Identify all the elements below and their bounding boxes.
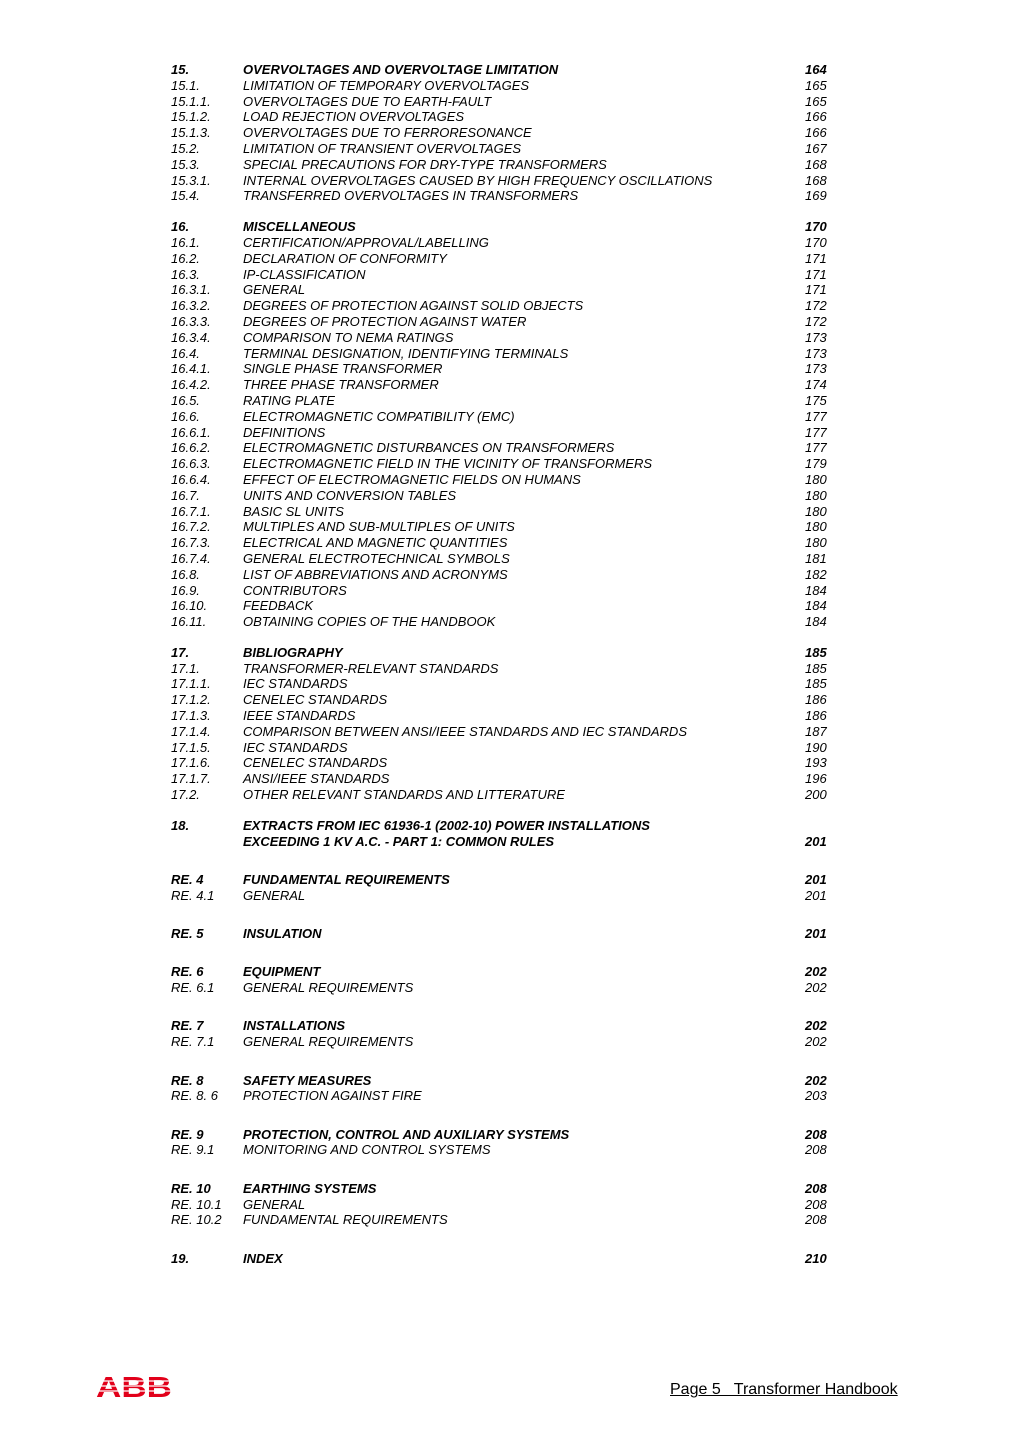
toc-section-heading [171,1073,841,1089]
section-spacer [171,942,841,965]
toc-entry [171,282,841,298]
toc-entry-title: EQUIPMENT [243,964,321,980]
toc-entry [171,125,841,141]
toc-section-heading [171,1181,841,1197]
toc-entry-page: 202 [805,1072,827,1088]
toc-section-heading [171,818,841,850]
toc-entry-title-line: EXCEEDING 1 KV A.C. - PART 1: COMMON RULES [243,833,555,849]
toc-entry-page: 186 [805,708,827,724]
section-spacer [171,630,841,645]
toc-entry-number: 15. [171,62,190,77]
toc-entry [171,361,841,377]
toc-entry-page: 185 [805,676,827,692]
toc-entry [171,980,841,996]
toc-entry [171,314,841,330]
toc-entry-page: 175 [805,392,827,408]
toc-entry [171,551,841,567]
toc-entry-page: 202 [805,1034,827,1050]
toc-entry-number: 15.3.1. [171,172,211,188]
toc-entry-title: OBTAINING COPIES OF THE HANDBOOK [243,614,496,630]
toc-entry-number: 17.1. [171,660,200,676]
toc-entry-page: 190 [805,739,827,755]
toc-entry-page: 164 [805,62,827,77]
toc-entry-number: RE. 4 [171,871,204,887]
toc-entry-page: 173 [805,345,827,361]
toc-entry-page: 170 [805,234,827,250]
toc-entry [171,346,841,362]
toc-entry-title: GENERAL REQUIREMENTS [243,980,414,996]
toc-entry-page: 186 [805,692,827,708]
toc-entry-page: 184 [805,582,827,598]
toc-entry-number: RE. 4.1 [171,887,215,903]
toc-entry-page: 173 [805,361,827,377]
toc-entry [171,488,841,504]
toc-entry-page: 193 [805,755,827,771]
toc-entry-title: TRANSFORMER-RELEVANT STANDARDS [243,660,499,676]
toc-entry [171,188,841,204]
toc-entry-title: IP-CLASSIFICATION [243,266,366,282]
toc-entry-title: INTERNAL OVERVOLTAGES CAUSED BY HIGH FREQUENCY OSCILLATIONS [243,172,713,188]
toc-entry-page: 174 [805,377,827,393]
toc-entry-title: OVERVOLTAGES AND OVERVOLTAGE LIMITATION [243,62,559,77]
toc-entry-number: 16.4. [171,345,200,361]
toc-entry [171,504,841,520]
toc-entry-page: 185 [805,644,827,660]
toc-entry-title: OVERVOLTAGES DUE TO EARTH-FAULT [243,93,492,109]
toc-entry-page: 196 [805,771,827,787]
toc-entry-number: 15.4. [171,188,200,204]
toc-entry-title: MULTIPLES AND SUB-MULTIPLES OF UNITS [243,519,515,535]
toc-entry-number: 16.7.4. [171,550,211,566]
toc-entry-number: 16.3. [171,266,200,282]
toc-entry-number: 15.1.3. [171,125,211,141]
toc-entry [171,1212,841,1228]
toc-entry-number: RE. 7 [171,1018,204,1034]
toc-entry-title: FUNDAMENTAL REQUIREMENTS [243,1212,448,1228]
toc-entry-number: 17.1.5. [171,739,211,755]
toc-entry-number: 15.2. [171,140,200,156]
toc-entry-title: GENERAL [243,282,306,298]
toc-entry-number: 16.10. [171,598,208,614]
toc-entry [171,755,841,771]
toc-entry-page: 208 [805,1180,827,1196]
toc-entry-number: 16.7. [171,487,200,503]
toc-entry-number: RE. 6.1 [171,980,215,996]
toc-entry-number: 16.2. [171,250,200,266]
toc-entry-number: 16.7.1. [171,503,211,519]
toc-entry-title: MISCELLANEOUS [243,219,356,235]
toc-section-heading [171,219,841,235]
toc-entry-number: RE. 10.1 [171,1196,222,1212]
toc-entry-page: 172 [805,313,827,329]
toc-entry-title: PROTECTION, CONTROL AND AUXILIARY SYSTEMS [243,1126,570,1142]
toc-section-heading [171,1127,841,1143]
section-spacer [171,204,841,219]
toc-entry-number: 16.11. [171,614,207,630]
toc-entry-title: CENELEC STANDARDS [243,692,388,708]
toc-entry-title: UNITS AND CONVERSION TABLES [243,487,457,503]
toc-entry-number: 15.3. [171,156,200,172]
toc-entry-number: 16.3.1. [171,282,211,298]
toc-entry-number: RE. 10 [171,1180,211,1196]
toc-entry-title: LOAD REJECTION OVERVOLTAGES [243,109,465,125]
abb-logo [96,1372,172,1400]
toc-entry-title-line: EXTRACTS FROM IEC 61936-1 (2002-10) POWER INSTALLATIONS [243,817,650,833]
toc-entry-title: BASIC SL UNITS [243,503,344,519]
toc-entry-title: IEC STANDARDS [243,676,348,692]
toc-entry-number: 17.1.4. [171,723,211,739]
toc-entry-number: 16.6.1. [171,424,211,440]
toc-entry-title: ELECTRICAL AND MAGNETIC QUANTITIES [243,535,508,551]
toc-entry [171,740,841,756]
toc-entry-title: ELECTROMAGNETIC FIELD IN THE VICINITY OF TRANSFORMERS [243,456,653,472]
toc-entry-number: 17.1.2. [171,692,211,708]
toc-entry-title: OVERVOLTAGES DUE TO FERRORESONANCE [243,125,532,141]
toc-entry-title: LIMITATION OF TRANSIENT OVERVOLTAGES [243,140,522,156]
toc-entry-title: ELECTROMAGNETIC COMPATIBILITY (EMC) [243,408,515,424]
toc-entry [171,409,841,425]
toc-entry [171,614,841,630]
toc-entry-page: 201 [805,926,827,942]
toc-entry-number: 15.1. [171,77,200,93]
toc-entry-page: 180 [805,503,827,519]
toc-entry-title: ANSI/IEEE STANDARDS [243,771,390,787]
toc-entry [171,267,841,283]
toc-entry-number: 15.1.2. [171,109,211,125]
toc-entry-title: DEFINITIONS [243,424,326,440]
toc-entry-number: 16.8. [171,566,200,582]
toc-entry [171,676,841,692]
toc-entry [171,888,841,904]
toc-entry-title: DECLARATION OF CONFORMITY [243,250,447,266]
toc-entry-title: SINGLE PHASE TRANSFORMER [243,361,443,377]
toc-entry-number: 17.2. [171,787,200,803]
toc-entry-number: 16.6. [171,408,200,424]
toc-entry-page: 210 [805,1250,827,1266]
toc-entry [171,78,841,94]
toc-entry [171,771,841,787]
toc-entry [171,173,841,189]
toc-entry-number: 16.1. [171,234,200,250]
toc-entry-number: 16.7.2. [171,519,211,535]
toc-entry-title: THREE PHASE TRANSFORMER [243,377,439,393]
toc-entry-page: 171 [805,282,827,298]
toc-entry [171,708,841,724]
section-spacer [171,904,841,927]
toc-entry [171,251,841,267]
toc-entry-page: 182 [805,566,827,582]
toc-entry-title: TRANSFERRED OVERVOLTAGES IN TRANSFORMERS [243,188,579,204]
toc-entry-title: INSULATION [243,926,322,942]
toc-entry-number: 15.1.1. [171,93,211,109]
toc-section-heading [171,645,841,661]
toc-entry-number: 17.1.7. [171,771,211,787]
toc-entry-page: 208 [805,1196,827,1212]
toc-entry [171,440,841,456]
toc-entry-number: 18. [171,817,190,833]
toc-entry-number: RE. 7.1 [171,1034,215,1050]
toc-entry [171,692,841,708]
toc-entry-number: RE. 6 [171,964,204,980]
toc-entry-title: IEEE STANDARDS [243,708,356,724]
toc-entry-page: 172 [805,298,827,314]
toc-entry-title: SAFETY MEASURES [243,1072,372,1088]
toc-entry-title: GENERAL [243,1196,306,1212]
toc-entry-page: 166 [805,109,827,125]
toc-entry-number: 16.7.3. [171,535,211,551]
toc-entry [171,519,841,535]
toc-entry [171,157,841,173]
toc-entry-title: GENERAL [243,887,306,903]
toc-section-heading [171,964,841,980]
toc-entry-title: BIBLIOGRAPHY [243,644,343,660]
toc-entry-page: 201 [805,887,827,903]
toc-entry-page: 173 [805,329,827,345]
toc-entry-page: 201 [805,871,827,887]
toc-entry-number: 16.3.3. [171,313,211,329]
toc-entry-page: 169 [805,188,827,204]
toc-entry-page: 180 [805,519,827,535]
page-footer-text: Page 5 Transformer Handbook [670,1381,898,1398]
toc-entry [171,1088,841,1104]
toc-entry-title: FEEDBACK [243,598,314,614]
section-spacer [171,1228,841,1251]
toc-entry-title: GENERAL ELECTROTECHNICAL SYMBOLS [243,550,510,566]
toc-entry-number: 16.5. [171,392,200,408]
toc-entry-page: 168 [805,156,827,172]
toc-entry-number: 17.1.6. [171,755,211,771]
toc-entry-title: LIST OF ABBREVIATIONS AND ACRONYMS [243,566,508,582]
toc-section-heading [171,62,841,78]
toc-entry-page: 180 [805,535,827,551]
toc-entry-page: 177 [805,440,827,456]
toc-entry-title: SPECIAL PRECAUTIONS FOR DRY-TYPE TRANSFORMERS [243,156,607,172]
toc-entry-number: RE. 9.1 [171,1142,215,1158]
toc-section-heading [171,872,841,888]
toc-entry-number: 16. [171,219,190,235]
toc-entry-number: RE. 9 [171,1126,204,1142]
toc-entry-page: 203 [805,1088,827,1104]
toc-entry-page: 185 [805,660,827,676]
toc-entry [171,393,841,409]
toc-entry-page: 202 [805,1018,827,1034]
toc-entry [171,141,841,157]
section-spacer [171,1104,841,1127]
toc-entry-page: 184 [805,598,827,614]
toc-entry-title: RATING PLATE [243,392,335,408]
toc-entry-page: 202 [805,964,827,980]
toc-entry-title: EARTHING SYSTEMS [243,1180,377,1196]
toc-entry-title: TERMINAL DESIGNATION, IDENTIFYING TERMINALS [243,345,569,361]
toc-entry [171,1142,841,1158]
section-spacer [171,1050,841,1073]
toc-entry-title: DEGREES OF PROTECTION AGAINST WATER [243,313,527,329]
toc-entry [171,1197,841,1213]
toc-entry [171,456,841,472]
toc-entry-title: IEC STANDARDS [243,739,348,755]
toc-entry-title: FUNDAMENTAL REQUIREMENTS [243,871,450,887]
toc-entry-title: INDEX [243,1250,283,1266]
toc-entry [171,567,841,583]
toc-entry-number: 17.1.1. [171,676,211,692]
section-spacer [171,996,841,1019]
toc-entry [171,1034,841,1050]
toc-entry-number: RE. 10.2 [171,1212,222,1228]
toc-entry-page: 171 [805,266,827,282]
toc-entry-page: 208 [805,1142,827,1158]
toc-entry [171,425,841,441]
toc-entry [171,94,841,110]
toc-entry-page: 208 [805,1126,827,1142]
toc-entry-number: 16.3.4. [171,329,211,345]
toc-entry-number: 16.6.3. [171,456,211,472]
toc-entry-page: 165 [805,93,827,109]
toc-entry [171,472,841,488]
toc-section-heading [171,1251,841,1267]
toc-entry-page: 180 [805,471,827,487]
toc-entry-title: OTHER RELEVANT STANDARDS AND LITTERATURE [243,787,565,803]
toc-entry-title: INSTALLATIONS [243,1018,346,1034]
toc-entry-page: 168 [805,172,827,188]
toc-entry-page: 202 [805,980,827,996]
toc-entry [171,787,841,803]
toc-entry-page: 208 [805,1212,827,1228]
toc-entry-page: 184 [805,614,827,630]
toc-entry-title: ELECTROMAGNETIC DISTURBANCES ON TRANSFORMERS [243,440,615,456]
toc-entry-page: 171 [805,250,827,266]
toc-entry-number: 16.4.2. [171,377,211,393]
toc-entry [171,598,841,614]
toc-entry-number: RE. 8. 6 [171,1088,218,1104]
toc-entry-number: 16.9. [171,582,200,598]
toc-entry-page: 165 [805,77,827,93]
toc-entry-title: MONITORING AND CONTROL SYSTEMS [243,1142,491,1158]
toc-entry-title: PROTECTION AGAINST FIRE [243,1088,422,1104]
toc-entry-number: 16.4.1. [171,361,211,377]
toc-entry-page: 201 [805,833,827,849]
toc-entry-number: 19. [171,1250,190,1266]
section-spacer [171,803,841,818]
toc-entry-title: CONTRIBUTORS [243,582,347,598]
toc-entry-title: COMPARISON TO NEMA RATINGS [243,329,454,345]
toc-entry-number: RE. 8 [171,1072,204,1088]
toc-entry-page: 181 [805,550,827,566]
toc-entry [171,661,841,677]
toc-entry-page: 177 [805,424,827,440]
toc-entry [171,724,841,740]
toc-section-heading [171,1018,841,1034]
toc-entry-number: 17. [171,644,190,660]
toc-entry-page: 166 [805,125,827,141]
toc-entry-title: CENELEC STANDARDS [243,755,388,771]
toc-entry-page: 177 [805,408,827,424]
toc-entry-title: DEGREES OF PROTECTION AGAINST SOLID OBJECTS [243,298,584,314]
toc-entry-page: 167 [805,140,827,156]
toc-entry-number: 17.1.3. [171,708,211,724]
toc-entry-title: COMPARISON BETWEEN ANSI/IEEE STANDARDS AND IEC STANDARDS [243,723,687,739]
toc-entry-page: 179 [805,456,827,472]
toc-entry [171,298,841,314]
toc-entry-title: GENERAL REQUIREMENTS [243,1034,414,1050]
toc-entry [171,535,841,551]
toc-entry-title: LIMITATION OF TEMPORARY OVERVOLTAGES [243,77,530,93]
toc-entry-title: CERTIFICATION/APPROVAL/LABELLING [243,234,489,250]
table-of-contents [171,62,841,1266]
toc-entry-number: RE. 5 [171,926,204,942]
toc-section-heading [171,926,841,942]
toc-entry-page: 180 [805,487,827,503]
toc-entry [171,583,841,599]
toc-entry-title [243,818,650,850]
toc-entry-number: 16.6.2. [171,440,211,456]
toc-entry [171,330,841,346]
section-spacer [171,849,841,872]
toc-entry-number: 16.6.4. [171,471,211,487]
toc-entry-title: EFFECT OF ELECTROMAGNETIC FIELDS ON HUMANS [243,471,581,487]
toc-entry-page: 170 [805,219,827,235]
abb-logo-text: ABB [96,1372,172,1400]
toc-entry [171,377,841,393]
toc-entry-page: 200 [805,787,827,803]
section-spacer [171,1158,841,1181]
toc-entry [171,109,841,125]
toc-entry-number: 16.3.2. [171,298,211,314]
toc-entry [171,235,841,251]
toc-entry-page: 187 [805,723,827,739]
